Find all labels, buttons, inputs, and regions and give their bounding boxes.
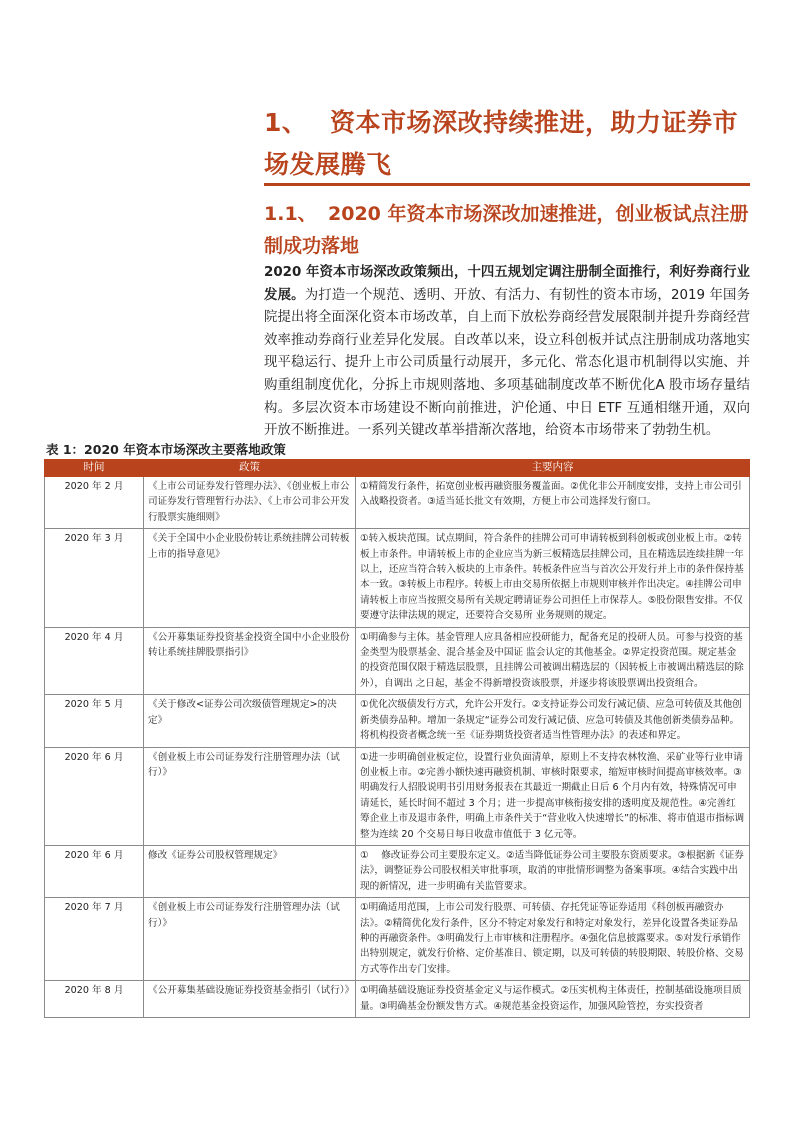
cell-content: ①精简发行条件，拓宽创业板再融资服务覆盖面。②优化非公开制度安排，支持上市公司引入战略投资者。③适当延长批文有效期，方便上市公司选择发行窗口。 xyxy=(356,477,750,529)
cell-policy: 《上市公司证券发行管理办法》、《创业板上市公司证券发行管理暂行办法》、《上市公司非公开发行股票实施细则》 xyxy=(144,477,356,529)
body-paragraph xyxy=(264,262,750,443)
cell-content: ①明确参与主体。基金管理人应具备相应投研能力，配备充足的投研人员。可参与投资的基金类型为股票基金、混合基金及中国证 监会认定的其他基金。②界定投资范围。规定基金的投资范围仅限于精选层股票，且挂牌公司被调出精选层的（因转板上市被调出精选层的除外），自调出 之日起，基金不得新增投资该股票，并逐步将该股票调出投资组合。 xyxy=(356,627,750,695)
cell-content: ①进一步明确创业板定位，设置行业负面清单，原则上不支持农林牧渔、采矿业等行业申请创业板上市。②完善小额快速再融资机制、审核时限要求，缩短审核时间提高审核效率。③明确发行人招股说明书引用财务报表在其最近一期截止日后 6 个月内有效，特殊情况可申请延长，延长时间不超过 3 个月；进一步提高审核衔接安排的透明度及规范性。④完善红筹企业上市及退市条件，明确上市条件关于“营业收入快速增长”的标准、将市值退市指标调整为连续 20 个交易日每日收盘市值低于 3 亿元等。 xyxy=(356,747,750,845)
table-row xyxy=(45,981,750,1018)
table-row xyxy=(45,695,750,747)
cell-policy: 《公开募集证券投资基金投资全国中小企业股份转让系统挂牌股票指引》 xyxy=(144,627,356,695)
cell-time: 2020 年 3 月 xyxy=(45,529,144,627)
table-row xyxy=(45,747,750,845)
cell-time: 2020 年 2 月 xyxy=(45,477,144,529)
paragraph-lead: 2020 年资本市场深改政策频出，十四五规划定调注册制全面推行，利好券商行业发展。 xyxy=(264,265,750,303)
cell-policy: 修改《证券公司股权管理规定》 xyxy=(144,845,356,897)
cell-policy: 《创业板上市公司证券发行注册管理办法（试行）》 xyxy=(144,747,356,845)
cell-time: 2020 年 7 月 xyxy=(45,898,144,981)
policy-table xyxy=(44,459,750,1018)
table-row xyxy=(45,477,750,529)
subsection-number: 1.1、 xyxy=(264,203,317,225)
cell-content: ①优化次级债发行方式，允许公开发行。②支持证券公司发行减记债、应急可转债及其他创新类债券品种。增加一条规定“证券公司发行减记债、应急可转债及其他创新类债券品种。将机构投资者概念统一至《证券期货投资者适当性管理办法》的表述和界定。 xyxy=(356,695,750,747)
section-title: 资本市场深改持续推进，助力证券市场发展腾飞 xyxy=(264,108,739,179)
cell-time: 2020 年 6 月 xyxy=(45,747,144,845)
cell-policy: 《关于全国中小企业股份转让系统挂牌公司转板上市的指导意见》 xyxy=(144,529,356,627)
section-heading-1 xyxy=(264,102,754,186)
header-time: 时间 xyxy=(45,460,144,477)
cell-time: 2020 年 4 月 xyxy=(45,627,144,695)
table-header-row xyxy=(45,460,750,477)
cell-time: 2020 年 8 月 xyxy=(45,981,144,1018)
table-caption: 表 1：2020 年资本市场深改主要落地政策 xyxy=(46,442,286,457)
header-content: 主要内容 xyxy=(356,460,750,477)
cell-time: 2020 年 5 月 xyxy=(45,695,144,747)
cell-policy: 《创业板上市公司证券发行注册管理办法（试行）》 xyxy=(144,898,356,981)
paragraph-text: 为打造一个规范、透明、开放、有活力、有韧性的资本市场，2019 年国务院提出将全面深化资本市场改革，自上而下放松券商经营发展限制并提升券商经营效率推动券商行业差异化发展。自改革以来，设立科创板并试点注册制成功落地实现平稳运行、提升上市公司质量行动展开，多元化、常态化退市机制得以实施、并购重组制度优化，分拆上市规则落地、多项基础制度改革不断优化A 股市场存量结构。多层次资本市场建设不断向前推进，沪伦通、中日 ETF 互通相继开通，双向开放不断推进。一系列关键改革举措渐次落地，给资本市场带来了勃勃生机。 xyxy=(264,287,750,439)
cell-policy: 《关于修改<证券公司次级债管理规定>的决定》 xyxy=(144,695,356,747)
header-policy: 政策 xyxy=(144,460,356,477)
table-row xyxy=(45,529,750,627)
cell-content: ①明确基础设施证券投资基金定义与运作模式。②压实机构主体责任，控制基础设施项目质量。③明确基金份额发售方式。④规范基金投资运作，加强风险管控，夯实投资者 xyxy=(356,981,750,1018)
table-row xyxy=(45,627,750,695)
heading-divider xyxy=(264,183,750,186)
section-number: 1、 xyxy=(264,108,308,137)
subsection-title: 2020 年资本市场深改加速推进，创业板试点注册制成功落地 xyxy=(264,203,749,257)
cell-time: 2020 年 6 月 xyxy=(45,845,144,897)
cell-content: ①转入板块范围。试点期间，符合条件的挂牌公司可申请转板到科创板或创业板上市。②转板上市条件。申请转板上市的企业应当为新三板精选层挂牌公司，且在精选层连续挂牌一年以上，还应当符合转入板块的上市条件。转板条件应当与首次公开发行并上市的条件保持基本一致。③转板上市程序。转板上市由交易所依据上市规则审核并作出决定。④挂牌公司申请转板上市应当按照交易所有关规定聘请证券公司担任上市保荐人。⑤股份限售安排。不仅要遵守法律法规的规定，还要符合交易所 业务规则的规定。 xyxy=(356,529,750,627)
section-heading-2 xyxy=(264,198,754,262)
cell-content: ①明确适用范围，上市公司发行股票、可转债、存托凭证等证券适用《科创板再融资办法》。②精简优化发行条件，区分不特定对象发行和特定对象发行，差异化设置各类证券品种的再融资条件。③明确发行上市审核和注册程序。④强化信息披露要求。⑤对发行承销作出特别规定，就发行价格、定价基准日、锁定期，以及可转债的转股期限、转股价格、交易方式等作出专门安排。 xyxy=(356,898,750,981)
cell-content: ① 修改证券公司主要股东定义。②适当降低证券公司主要股东资质要求。③根据新《证券法》，调整证券公司股权相关审批事项，取消的审批情形调整为备案事项。④结合实践中出现的新情况，进一步明确有关监管要求。 xyxy=(356,845,750,897)
table-row xyxy=(45,845,750,897)
cell-policy: 《公开募集基础设施证券投资基金指引（试行）》 xyxy=(144,981,356,1018)
table-row xyxy=(45,898,750,981)
